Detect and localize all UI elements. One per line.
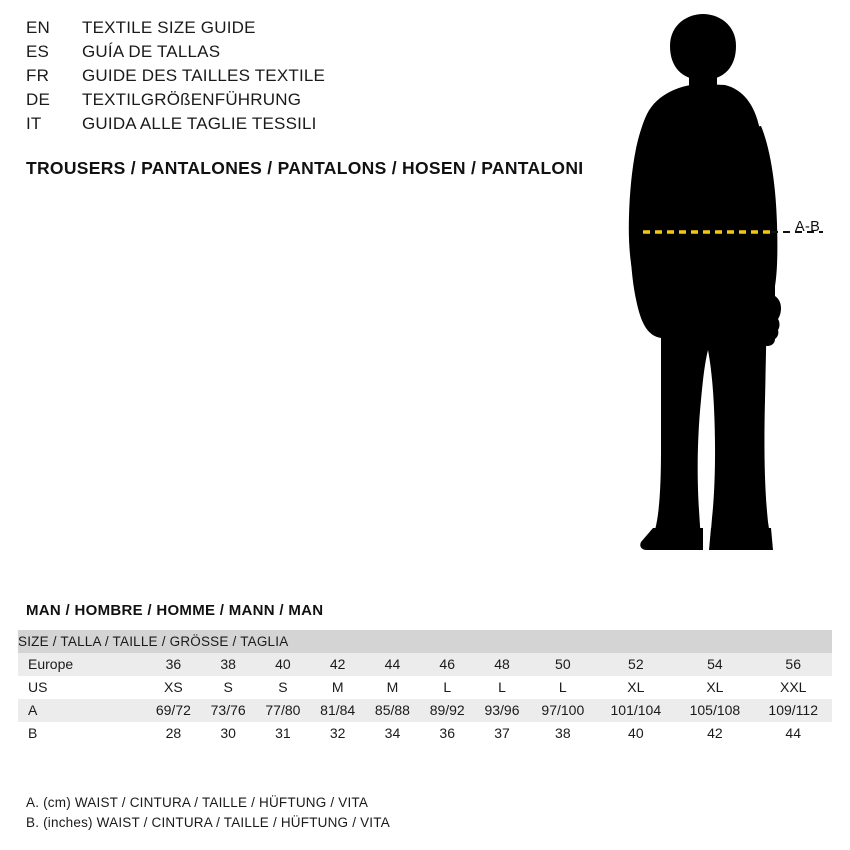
cell-value: L <box>475 676 530 699</box>
cell-value: XL <box>596 676 675 699</box>
size-table <box>18 630 832 745</box>
cell-value: 34 <box>365 722 420 745</box>
cell-value: 46 <box>420 653 475 676</box>
cell-value: 28 <box>146 722 201 745</box>
table-row <box>18 653 832 676</box>
table-row <box>18 699 832 722</box>
language-code: FR <box>26 66 50 85</box>
cell-value: 44 <box>754 722 832 745</box>
row-label: B <box>18 722 146 745</box>
cell-value: 31 <box>256 722 311 745</box>
cell-value: M <box>365 676 420 699</box>
language-list <box>26 18 586 138</box>
cell-value: 56 <box>754 653 832 676</box>
cell-value: S <box>201 676 256 699</box>
cell-value: 69/72 <box>146 699 201 722</box>
garment-type-line: TROUSERS / PANTALONES / PANTALONS / HOSEN / PANTALONI <box>26 158 584 178</box>
language-row-en <box>26 18 586 42</box>
silhouette-shape <box>629 14 781 550</box>
cell-value: 38 <box>529 722 596 745</box>
footnotes <box>26 793 390 833</box>
row-label: Europe <box>18 653 146 676</box>
language-code: IT <box>26 114 42 133</box>
cell-value: 89/92 <box>420 699 475 722</box>
cell-value: XXL <box>754 676 832 699</box>
row-label: A <box>18 699 146 722</box>
cell-value: 40 <box>256 653 311 676</box>
measure-label-ab: A-B <box>795 219 821 235</box>
cell-value: 52 <box>596 653 675 676</box>
table-header-row <box>18 630 832 653</box>
language-code: DE <box>26 90 51 109</box>
language-row-es <box>26 42 586 66</box>
cell-value: 42 <box>310 653 365 676</box>
cell-value: M <box>310 676 365 699</box>
language-title: TEXTILGRÖßENFÜHRUNG <box>82 90 302 109</box>
table-section-title: MAN / HOMBRE / HOMME / MANN / MAN <box>26 602 324 619</box>
cell-value: L <box>420 676 475 699</box>
language-code: ES <box>26 42 50 61</box>
cell-value: 48 <box>475 653 530 676</box>
footnote-a: A. (cm) WAIST / CINTURA / TAILLE / HÜFTUNG / VITA <box>26 795 369 810</box>
cell-value: XS <box>146 676 201 699</box>
cell-value: 30 <box>201 722 256 745</box>
language-title: GUIDE DES TAILLES TEXTILE <box>82 66 326 85</box>
cell-value: 54 <box>675 653 754 676</box>
cell-value: 81/84 <box>310 699 365 722</box>
language-title: TEXTILE SIZE GUIDE <box>82 18 256 37</box>
cell-value: 40 <box>596 722 675 745</box>
cell-value: 42 <box>675 722 754 745</box>
table-row <box>18 676 832 699</box>
cell-value: 38 <box>201 653 256 676</box>
cell-value: 44 <box>365 653 420 676</box>
language-row-de <box>26 90 586 114</box>
cell-value: 32 <box>310 722 365 745</box>
cell-value: 36 <box>420 722 475 745</box>
cell-value: 109/112 <box>754 699 832 722</box>
mannequin-figure <box>575 10 835 570</box>
cell-value: 101/104 <box>596 699 675 722</box>
cell-value: L <box>529 676 596 699</box>
cell-value: 85/88 <box>365 699 420 722</box>
language-title: GUÍA DE TALLAS <box>82 42 221 61</box>
cell-value: XL <box>675 676 754 699</box>
language-code: EN <box>26 18 51 37</box>
cell-value: S <box>256 676 311 699</box>
footnote-b: B. (inches) WAIST / CINTURA / TAILLE / HÜFTUNG / VITA <box>26 815 390 830</box>
cell-value: 36 <box>146 653 201 676</box>
cell-value: 73/76 <box>201 699 256 722</box>
cell-value: 37 <box>475 722 530 745</box>
cell-value: 77/80 <box>256 699 311 722</box>
table-row <box>18 722 832 745</box>
language-title: GUIDA ALLE TAGLIE TESSILI <box>82 114 317 133</box>
language-row-it <box>26 114 586 138</box>
cell-value: 50 <box>529 653 596 676</box>
cell-value: 105/108 <box>675 699 754 722</box>
row-label: US <box>18 676 146 699</box>
cell-value: 93/96 <box>475 699 530 722</box>
language-row-fr <box>26 66 586 90</box>
cell-value: 97/100 <box>529 699 596 722</box>
table-header-label: SIZE / TALLA / TAILLE / GRÖSSE / TAGLIA <box>18 630 832 653</box>
